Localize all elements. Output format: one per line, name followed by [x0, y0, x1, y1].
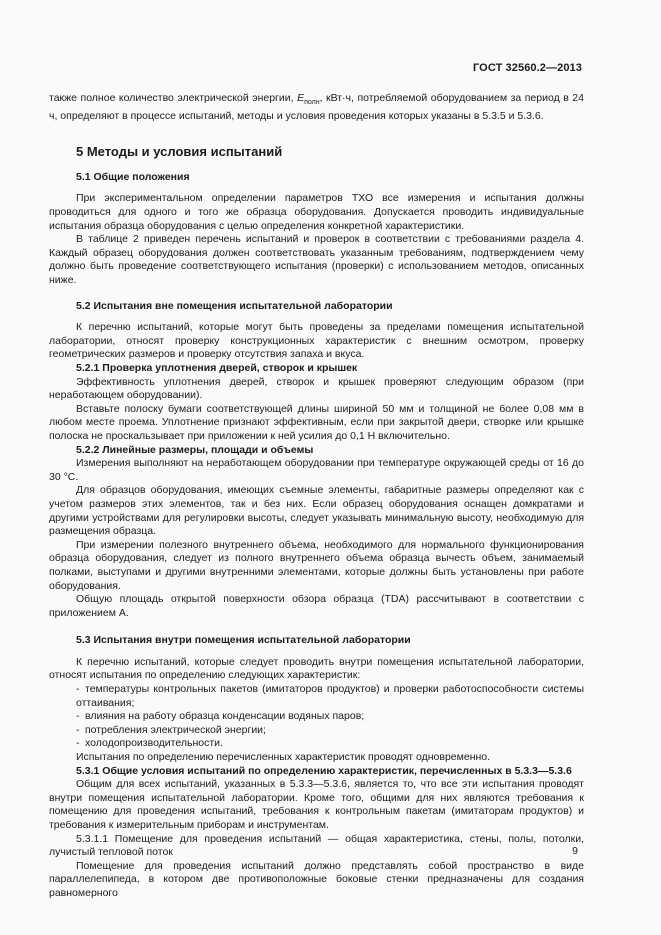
section-5-3-heading: 5.3 Испытания внутри помещения испытательной лаборатории [76, 634, 411, 647]
paragraph: Для образцов оборудования, имеющих съемные элементы, габаритные размеры определяют как с учетом размеров этих элементов, так и без них. Если образец оборудования оснащен домкратами и другими устройствами для регулировки высоты, следует указывать минимальную высоту, необходимую для размещения образца. [49, 484, 584, 538]
paragraph: К перечню испытаний, которые могут быть проведены за пределами помещения испытательной лаборатории, относят проверку конструкционных характеристик с внешним осмотром, проверку геометрических размеров и проверку отсутствия запаха и вкуса. [49, 321, 584, 361]
document-body [49, 92, 584, 901]
section-5-heading: 5 Методы и условия испытаний [76, 144, 283, 160]
intro-text-end: , кВт·ч, потребляемой оборудованием за период в 24 ч, определяют в процессе испытаний, методы и условия проведения которых указаны в 5.3.5 и 5.3.6. [49, 92, 584, 122]
page-number: 9 [572, 845, 578, 857]
paragraph: В таблице 2 приведен перечень испытаний и проверок в соответствии с требованиями раздела 4. Каждый образец оборудования должен соответствовать указанным требованиям, подтверждением чему должно быть проведение соответствующего испытания (проверки) с использованием методов, описанных ниже. [49, 233, 584, 287]
intro-text: также полное количество электрической энергии, [49, 92, 298, 104]
paragraph: При экспериментальном определении параметров ТХО все измерения и испытания должны проводиться для одного и того же образца оборудования. Допускается проводить индивидуальные испытания образца оборудования с целью определения конкретной характеристики. [49, 192, 584, 232]
section-5-2-heading: 5.2 Испытания вне помещения испытательной лаборатории [76, 299, 393, 312]
paragraph: Помещение для проведения испытаний должно представлять собой пространство в виде параллелепипеда, в котором две противоположные боковые стенки предназначены для создания равномерного [49, 859, 584, 899]
paragraph: Общим для всех испытаний, указанных в 5.3.3—5.3.6, является то, что все эти испытания проводят внутри помещения испытательной лаборатории. Кроме того, общими для них являются требования к помещению для проведения испытаний, требования к контрольным пакетам (имитаторам продуктов) и требования к измерительным приборам и инструментам. [49, 778, 584, 831]
energy-symbol: E [297, 92, 305, 104]
document-header: ГОСТ 32560.2—2013 [472, 62, 582, 74]
paragraph: Измерения выполняют на неработающем оборудовании при температуре окружающей среды от 16 до 30 °С. [49, 457, 584, 483]
section-5-1-heading: 5.1 Общие положения [76, 170, 190, 183]
list-item: - потребления электрической энергии; [76, 723, 266, 736]
paragraph: К перечню испытаний, которые следует проводить внутри помещения испытательной лаборатории, относят испытания по определению следующих характеристик: [49, 655, 584, 682]
paragraph: При измерении полезного внутреннего объема, необходимого для нормального функционирования образца оборудования, следует из полного внутреннего объема образца вычесть объем, занимаемый полками, выступами и другими внутренними элементами, которые должны быть установлены при работе оборудования. [49, 538, 584, 592]
list-item: - влияния на работу образца конденсации водяных паров; [76, 710, 365, 723]
paragraph: 5.3.1.1 Помещение для проведения испытаний — общая характеристика, стены, полы, потолки, лучистый тепловой поток [49, 832, 584, 859]
list-item: - холодопроизводительности. [76, 737, 223, 750]
energy-subscript: полн [304, 99, 320, 107]
paragraph: Вставьте полоску бумаги соответствующей длины шириной 50 мм и толщиной не более 0,08 мм в любом месте проема. Уплотнение признают эффективным, если при закрытой двери, створке или крышке полоска не проскальзывает при приложении к ней усилия до 0,1 Н включительно. [49, 402, 584, 442]
section-5-2-2-heading: 5.2.2 Линейные размеры, площади и объемы [76, 443, 314, 456]
paragraph: Эффективность уплотнения дверей, створок и крышек проверяют следующим образом (при неработающем оборудовании). [49, 375, 584, 402]
section-5-2-1-heading: 5.2.1 Проверка уплотнения дверей, створок и крышек [76, 362, 358, 374]
intro-paragraph [49, 92, 584, 123]
paragraph: Испытания по определению перечисленных характеристик проводят одновременно. [76, 751, 491, 764]
section-5-3-1-heading: 5.3.1 Общие условия испытаний по определению характеристик, перечисленных в 5.3.3—5.3.6 [76, 764, 572, 777]
paragraph: Общую площадь открытой поверхности обзора образца (TDA) рассчитывают в соответствии с приложением А. [49, 593, 584, 619]
list-item: - температуры контрольных пакетов (имитаторов продуктов) и проверки работоспособности системы оттаивания; [76, 683, 584, 709]
